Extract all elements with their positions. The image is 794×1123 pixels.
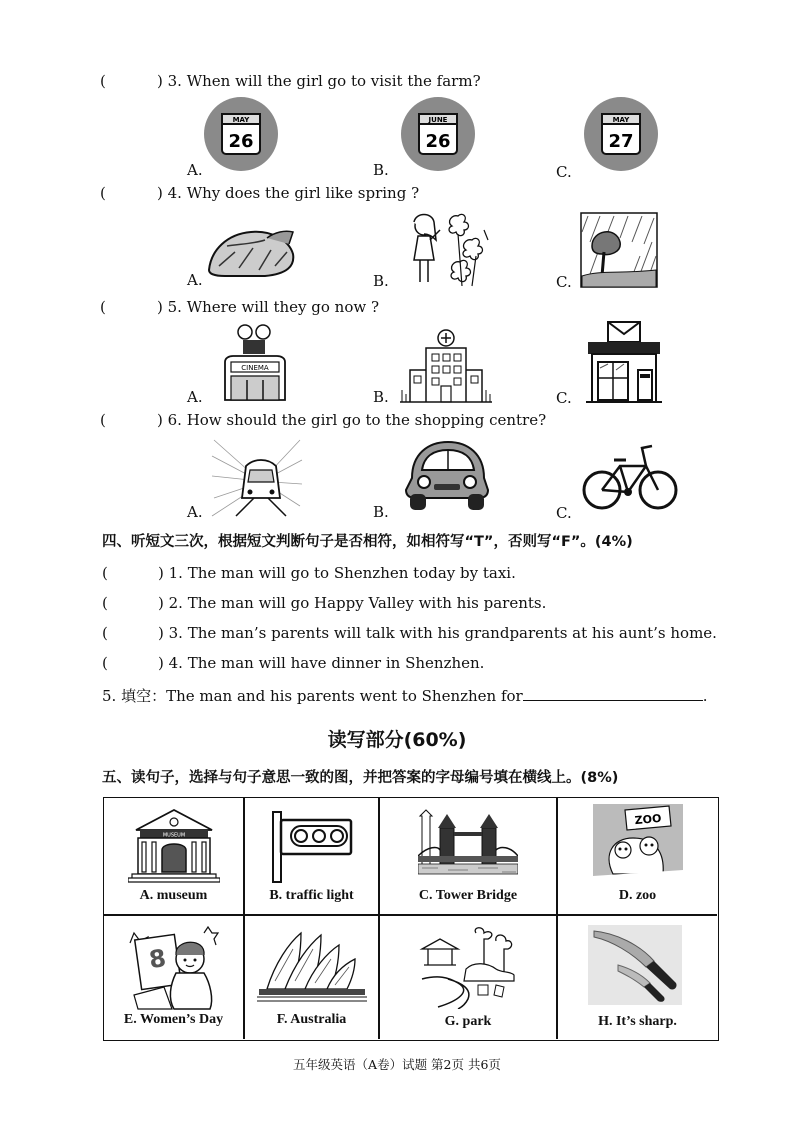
museum-icon — [128, 806, 220, 888]
car-icon — [398, 434, 496, 514]
caption-traffic-light: B. traffic light — [269, 888, 354, 903]
calendar-day: 26 — [228, 131, 254, 152]
caption-tower-bridge: C. Tower Bridge — [418, 888, 518, 903]
answer-paren: ( — [102, 654, 108, 672]
option-label: C. — [556, 273, 572, 291]
subway-train-icon — [210, 436, 304, 518]
question-3: ) 3. When will the girl go to visit the farm? — [157, 72, 481, 90]
part-title: 读写部分(60%) — [327, 729, 467, 751]
tower-bridge-icon — [418, 806, 518, 888]
cell-museum — [104, 798, 243, 914]
question-5: ) 5. Where will they go now ? — [157, 298, 380, 316]
traffic-light-icon — [267, 806, 357, 888]
rock-icon — [205, 222, 297, 280]
option-label: A. — [187, 271, 203, 289]
answer-paren: ( — [102, 594, 108, 612]
card-number: 8 — [147, 944, 168, 975]
cell-park — [380, 915, 556, 1039]
cell-traffic-light — [245, 798, 378, 914]
option-label: A. — [187, 503, 203, 521]
option-label: C. — [556, 504, 572, 522]
option-label: A. — [187, 161, 203, 179]
answer-paren: ( — [100, 184, 106, 202]
caption-zoo: D. zoo — [618, 888, 657, 903]
cinema-sign: CINEMA — [241, 364, 269, 372]
question-6: ) 6. How should the girl go to the shopping centre? — [157, 411, 547, 429]
judge-item-4: ) 4. The man will have dinner in Shenzhen. — [158, 654, 485, 672]
cell-australia — [245, 915, 378, 1039]
judge-item-1: ) 1. The man will go to Shenzhen today by taxi. — [158, 564, 516, 582]
calendar-day: 26 — [425, 131, 451, 152]
knife-icon — [588, 925, 682, 1009]
option-label: A. — [187, 388, 203, 406]
caption-sharp: H. It’s sharp. — [598, 1014, 677, 1029]
judge-item-3: ) 3. The man’s parents will talk with his grandparents at his aunt’s home. — [158, 624, 717, 642]
section-4-header: 四、听短文三次，根据短文判断句子是否相符，如相符写“T”，否则写“F”。(4%) — [102, 534, 633, 550]
calendar-icon — [400, 96, 476, 172]
opera-house-icon — [257, 923, 367, 1013]
calendar-icon — [203, 96, 279, 172]
caption-museum: A. museum — [139, 888, 208, 903]
judge-item-2: ) 2. The man will go Happy Valley with his parents. — [158, 594, 547, 612]
womens-day-icon — [124, 925, 224, 1015]
calendar-day: 27 — [608, 131, 634, 152]
option-label: B. — [373, 161, 389, 179]
option-label: C. — [556, 389, 572, 407]
calendar-icon — [583, 96, 659, 172]
hospital-icon — [398, 324, 494, 404]
zoo-icon — [593, 804, 683, 886]
fill-in-end: . — [702, 687, 708, 705]
cell-sharp — [558, 915, 717, 1039]
answer-paren: ( — [100, 411, 106, 429]
caption-australia: F. Australia — [276, 1012, 347, 1027]
picture-table — [103, 797, 719, 1041]
fill-in-text: 5. 填空：The man and his parents went to Shenzhen for — [102, 687, 523, 705]
option-label: B. — [373, 388, 389, 406]
question-4: ) 4. Why does the girl like spring ? — [157, 184, 420, 202]
caption-park: G. park — [444, 1014, 492, 1029]
cinema-icon — [217, 322, 293, 402]
post-office-icon — [584, 318, 664, 404]
cell-zoo — [558, 798, 717, 914]
girl-with-flowers-icon — [402, 210, 496, 288]
park-icon — [418, 925, 518, 1013]
answer-paren: ( — [102, 564, 108, 582]
calendar-month: MAY — [232, 116, 250, 124]
page-footer: 五年级英语（A卷）试题 第2页 共6页 — [293, 1057, 501, 1072]
calendar-month: JUNE — [428, 116, 448, 124]
option-label: B. — [373, 272, 389, 290]
answer-blank[interactable] — [523, 686, 703, 701]
option-label: C. — [556, 163, 572, 181]
caption-womens-day: E. Women’s Day — [123, 1012, 224, 1027]
calendar-month: MAY — [612, 116, 630, 124]
museum-sign: MUSEUM — [162, 832, 186, 839]
option-label: B. — [373, 503, 389, 521]
rain-icon — [580, 212, 658, 288]
cell-womens-day — [104, 915, 243, 1039]
answer-paren: ( — [102, 624, 108, 642]
bicycle-icon — [582, 440, 678, 514]
section-5-header: 五、读句子，选择与句子意思一致的图，并把答案的字母编号填在横线上。(8%) — [102, 770, 619, 786]
answer-paren: ( — [100, 72, 106, 90]
answer-paren: ( — [100, 298, 106, 316]
zoo-sign: ZOO — [634, 811, 662, 828]
cell-tower-bridge — [380, 798, 556, 914]
fill-in-question — [102, 685, 708, 706]
